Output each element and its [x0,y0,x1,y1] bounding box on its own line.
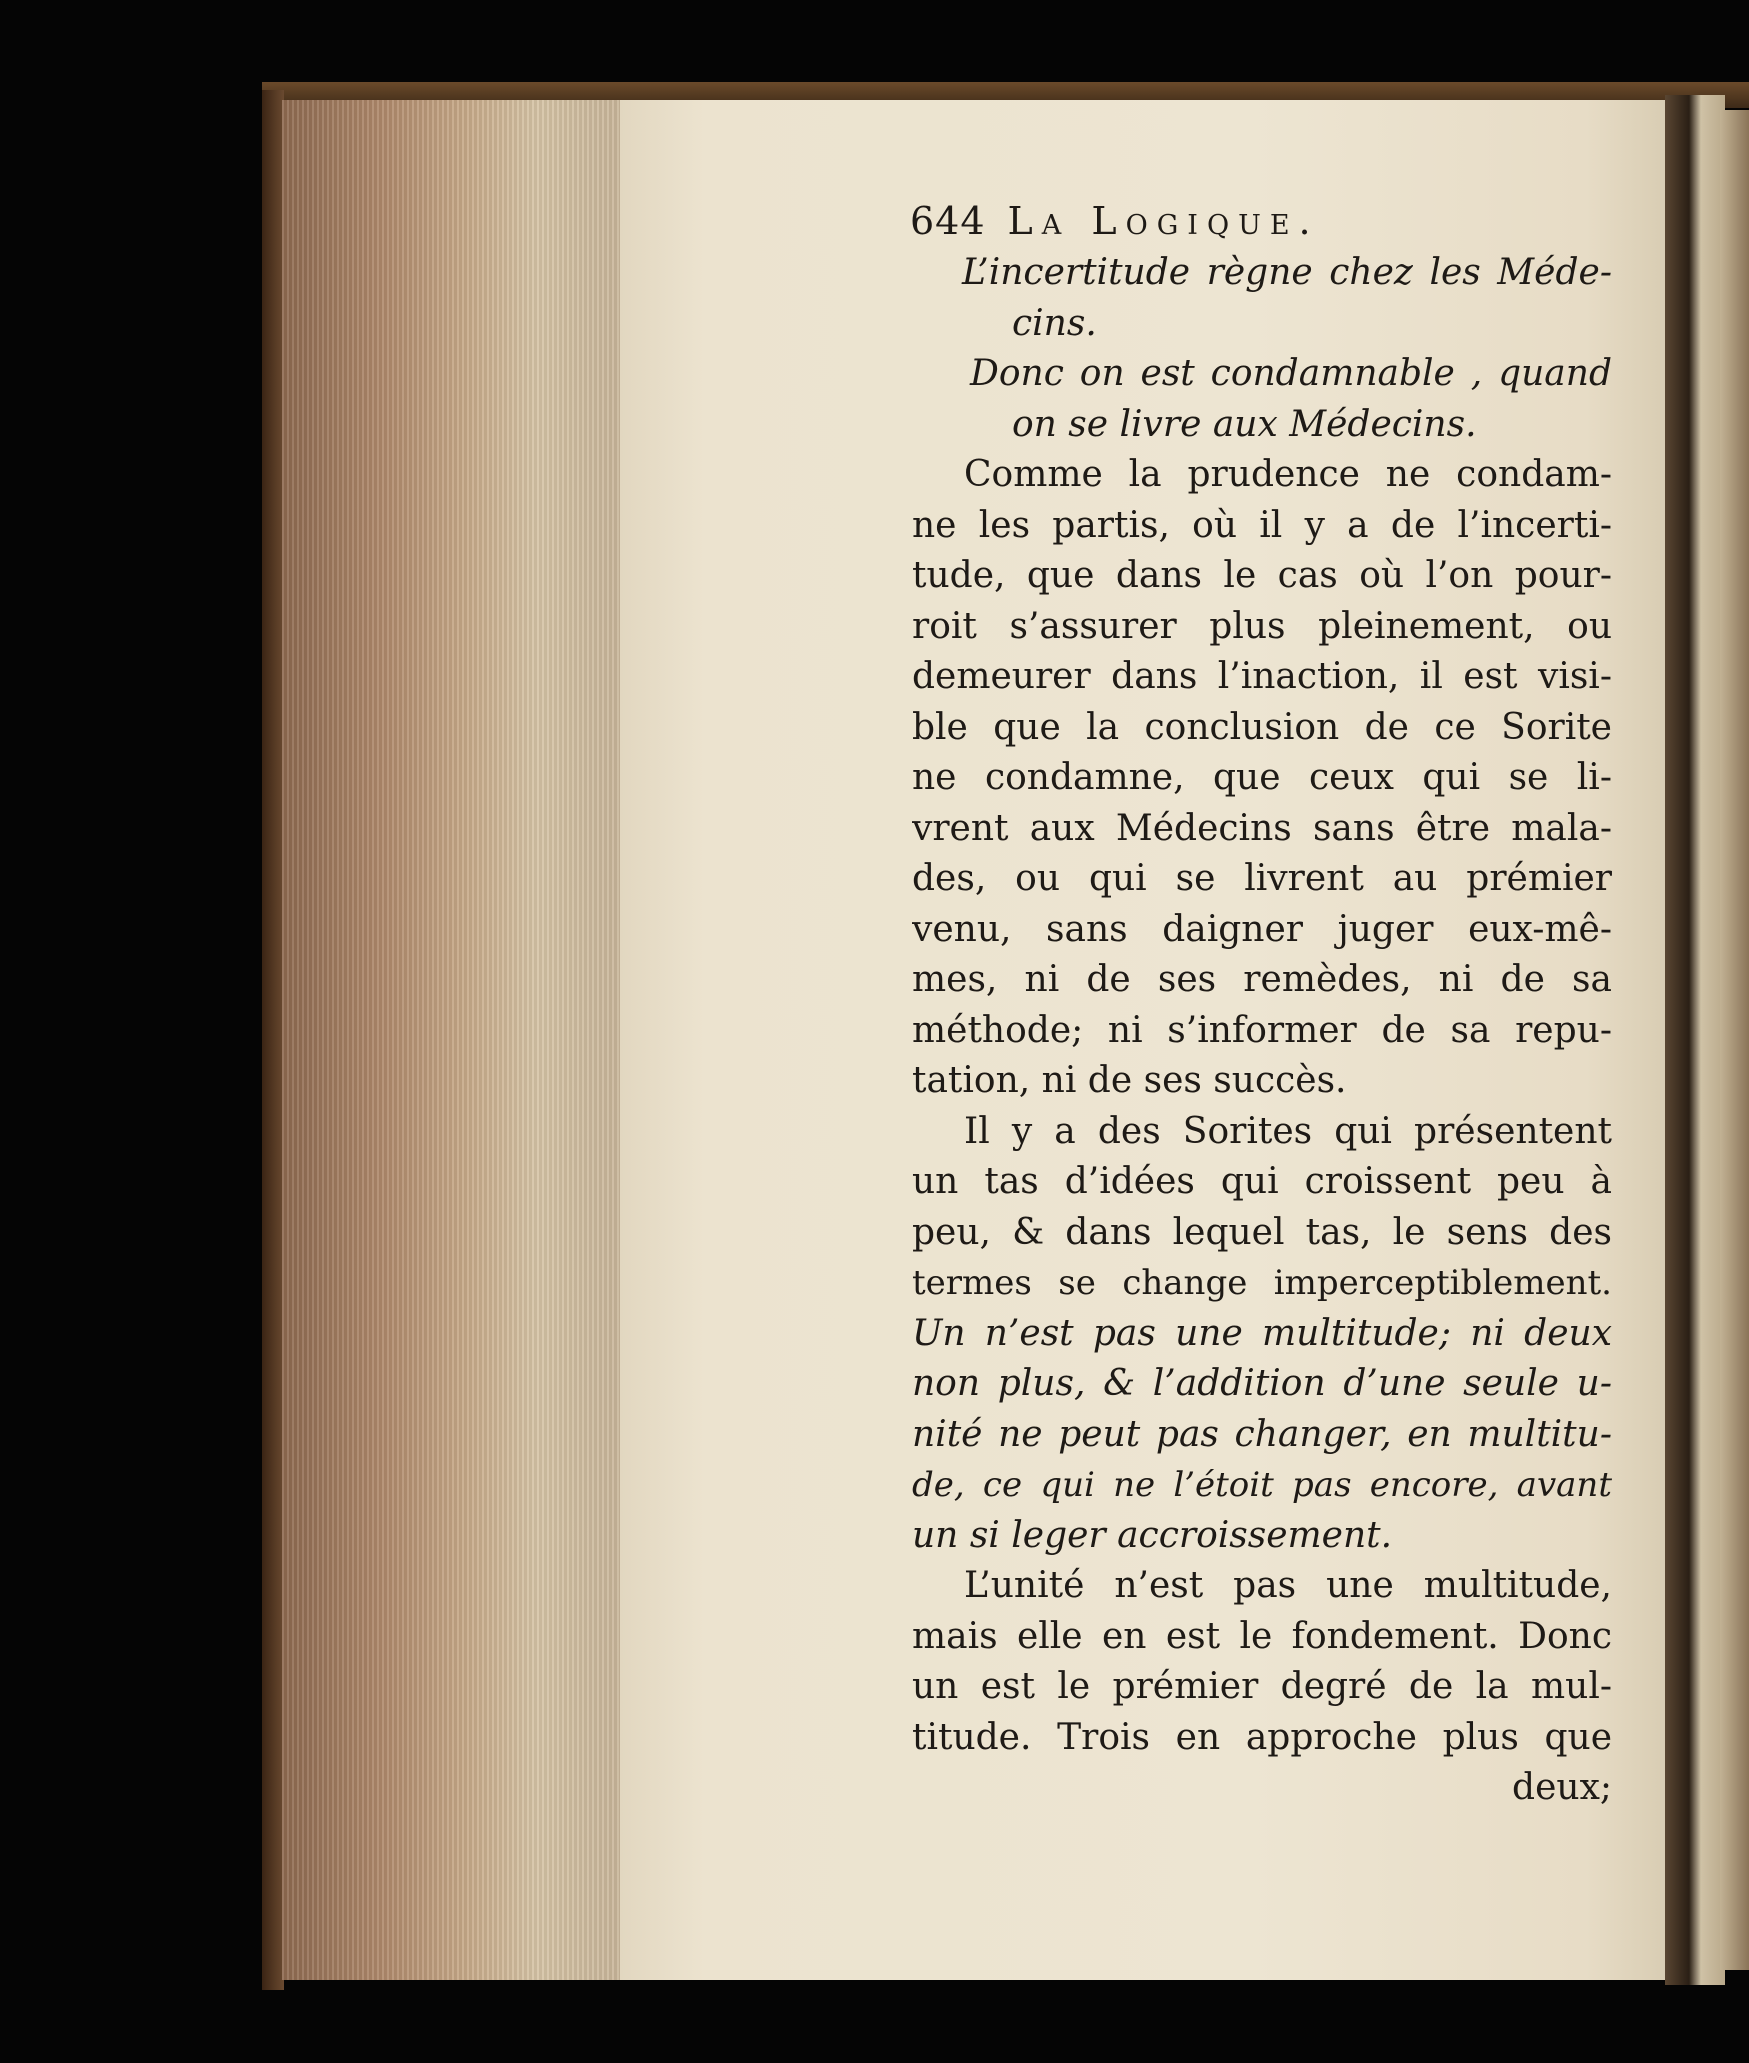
text-line: demeurer dans l’inaction, il est visi- [912,656,1612,697]
text-line: L’incertitude règne chez les Méde- [962,252,1612,293]
text-line: mais elle en est le fondement. Donc [912,1615,1612,1657]
text-line: ne les partis, où il y a de l’incerti- [912,504,1612,546]
text-line: Il y a des Sorites qui présentent [964,1110,1612,1152]
text-line: tude, que dans le cas où l’on pour- [912,555,1612,596]
text-line: titude. Trois en approche plus que [912,1716,1612,1758]
text-line: un si leger accroissement. [912,1514,1393,1556]
text-line: Un n’est pas une multitude; ni deux [912,1312,1612,1354]
text-line: vrent aux Médecins sans être mala- [912,807,1612,849]
text-line: de, ce qui ne l’étoit pas encore, avant [912,1465,1612,1505]
text-line: Comme la prudence ne condam- [964,454,1612,495]
text-line: peu, & dans lequel tas, le sens des [912,1211,1612,1253]
text-line: ne condamne, que ceux qui se li- [912,757,1612,798]
catchword: deux; [1512,1767,1612,1808]
text-line: Donc on est condamnable , quand [970,353,1612,394]
facing-page-edge [1720,110,1749,1970]
page-block-edges [282,100,622,1980]
text-line: non plus, & l’addition d’une seule u- [912,1363,1612,1404]
text-line: termes se change imperceptiblement. [912,1263,1612,1303]
text-line: roit s’assurer plus pleinement, ou [912,605,1612,647]
text-body [912,248,1612,1814]
text-line: on se livre aux Médecins. [1012,403,1477,445]
running-head [910,196,1612,248]
running-title: La Logique. [1007,199,1320,243]
text-line: L’unité n’est pas une multitude, [964,1565,1612,1606]
text-line: un tas d’idées qui croissent peu à [912,1161,1612,1202]
text-line: un est le prémier degré de la mul- [912,1666,1612,1707]
page-text [912,196,1612,1814]
text-line: nité ne peut pas changer, en multitu- [912,1413,1612,1455]
book-gutter [1665,95,1725,1985]
text-line: ble que la conclusion de ce Sorite [912,706,1612,748]
text-line: mes, ni de ses remèdes, ni de sa [912,959,1612,1000]
text-line: des, ou qui se livrent au prémier [912,858,1612,899]
text-line: cins. [1012,302,1097,344]
book-spine-edge [262,90,284,1990]
page-number: 644 [910,199,986,243]
text-line: tation, ni de ses succès. [912,1060,1347,1101]
text-line: méthode; ni s’informer de sa repu- [912,1009,1612,1051]
text-line: venu, sans daigner juger eux-mê- [912,908,1612,950]
